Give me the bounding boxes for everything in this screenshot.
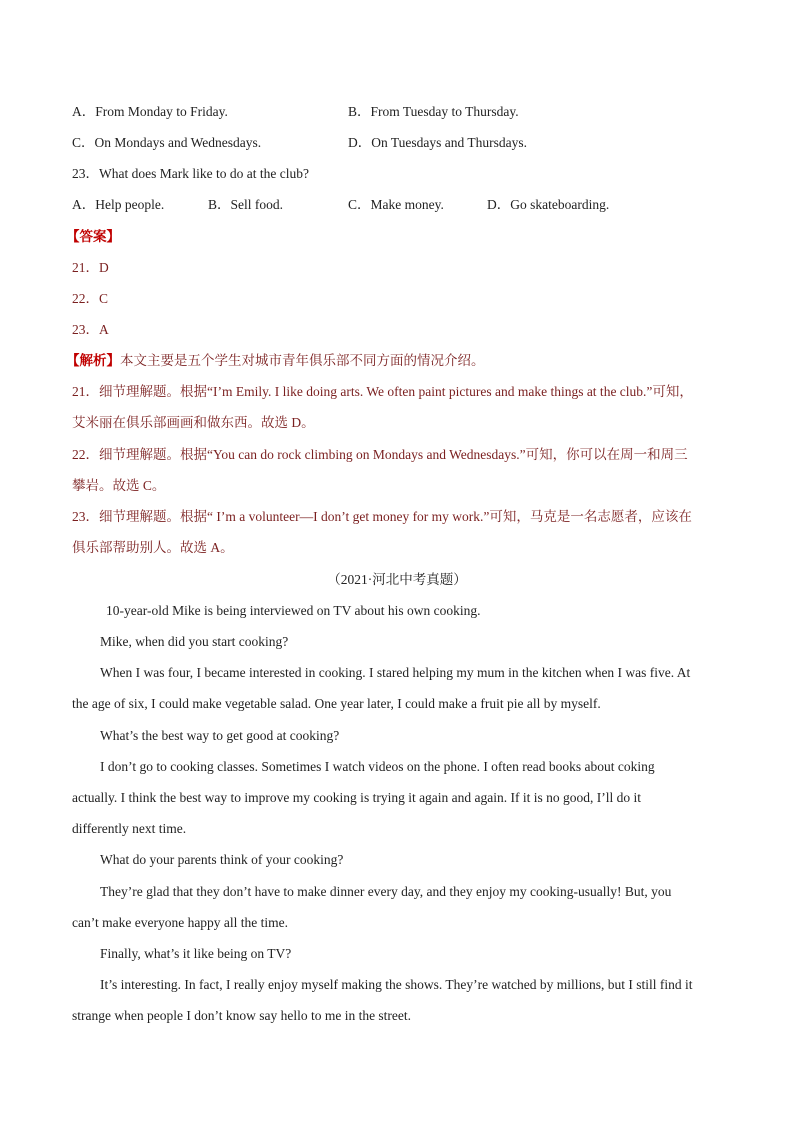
- passage-line: What do your parents think of your cooking?: [100, 852, 344, 867]
- analysis-line: 攀岩。故选 C。: [72, 478, 166, 493]
- analysis-line: 23．细节理解题。根据“ I’m a volunteer—I don’t get money for my work.”可知，马克是一名志愿者，应该在: [72, 509, 692, 524]
- q22-option-a: A．From Monday to Friday.: [72, 104, 228, 119]
- passage-line: What’s the best way to get good at cooking?: [100, 728, 340, 743]
- q23-option-a: A．Help people.: [72, 197, 165, 212]
- answer-item-23: 23．A: [72, 322, 109, 337]
- passage-line: Finally, what’s it like being on TV?: [100, 946, 292, 961]
- analysis-line: 艾米丽在俱乐部画画和做东西。故选 D。: [72, 415, 315, 430]
- analysis-line: 21．细节理解题。根据“I’m Emily. I like doing arts. We often paint pictures and make things at the club.”可知，: [72, 384, 693, 399]
- passage-line: actually. I think the best way to improve my cooking is trying it again and again. If it is no good, I’ll do it: [72, 790, 642, 805]
- q23-option-d: D．Go skateboarding.: [487, 197, 610, 212]
- q23-option-b: B．Sell food.: [208, 197, 284, 212]
- source-label: （2021·河北中考真题）: [327, 572, 467, 587]
- passage-line: the age of six, I could make vegetable salad. One year later, I could make a fruit pie all by myself.: [72, 696, 601, 711]
- passage-line: I don’t go to cooking classes. Sometimes I watch videos on the phone. I often read books about coking: [100, 759, 655, 774]
- passage-line: They’re glad that they don’t have to make dinner every day, and they enjoy my cooking-usually! But, you: [100, 884, 672, 899]
- analysis-line: 俱乐部帮助别人。故选 A。: [72, 540, 234, 555]
- passage-line: It’s interesting. In fact, I really enjoy myself making the shows. They’re watched by millions, but I still find it: [100, 977, 693, 992]
- q22-option-c: C．On Mondays and Wednesdays.: [72, 135, 262, 150]
- answer-item-22: 22．C: [72, 291, 109, 306]
- passage-line: When I was four, I became interested in cooking. I stared helping my mum in the kitchen when I was five. At: [100, 665, 691, 680]
- passage-line: can’t make everyone happy all the time.: [72, 915, 289, 930]
- answer-heading: 【答案】: [66, 229, 120, 244]
- passage-line: strange when people I don’t know say hello to me in the street.: [72, 1008, 412, 1023]
- passage-line: differently next time.: [72, 821, 187, 836]
- analysis-line: 22．细节理解题。根据“You can do rock climbing on Mondays and Wednesdays.”可知，你可以在周一和周三: [72, 447, 688, 462]
- q22-option-d: D．On Tuesdays and Thursdays.: [348, 135, 528, 150]
- passage-line: Mike, when did you start cooking?: [100, 634, 289, 649]
- q23-option-c: C．Make money.: [348, 197, 444, 212]
- q22-option-b: B．From Tuesday to Thursday.: [348, 104, 519, 119]
- q23-question: 23．What does Mark like to do at the club?: [72, 166, 309, 181]
- analysis-summary: 本文主要是五个学生对城市青年俱乐部不同方面的情况介绍。: [120, 353, 485, 368]
- analysis-block: [66, 353, 485, 369]
- analysis-heading: 【解析】: [66, 353, 120, 368]
- passage-line: 10-year-old Mike is being interviewed on TV about his own cooking.: [106, 603, 481, 618]
- answer-item-21: 21．D: [72, 260, 109, 275]
